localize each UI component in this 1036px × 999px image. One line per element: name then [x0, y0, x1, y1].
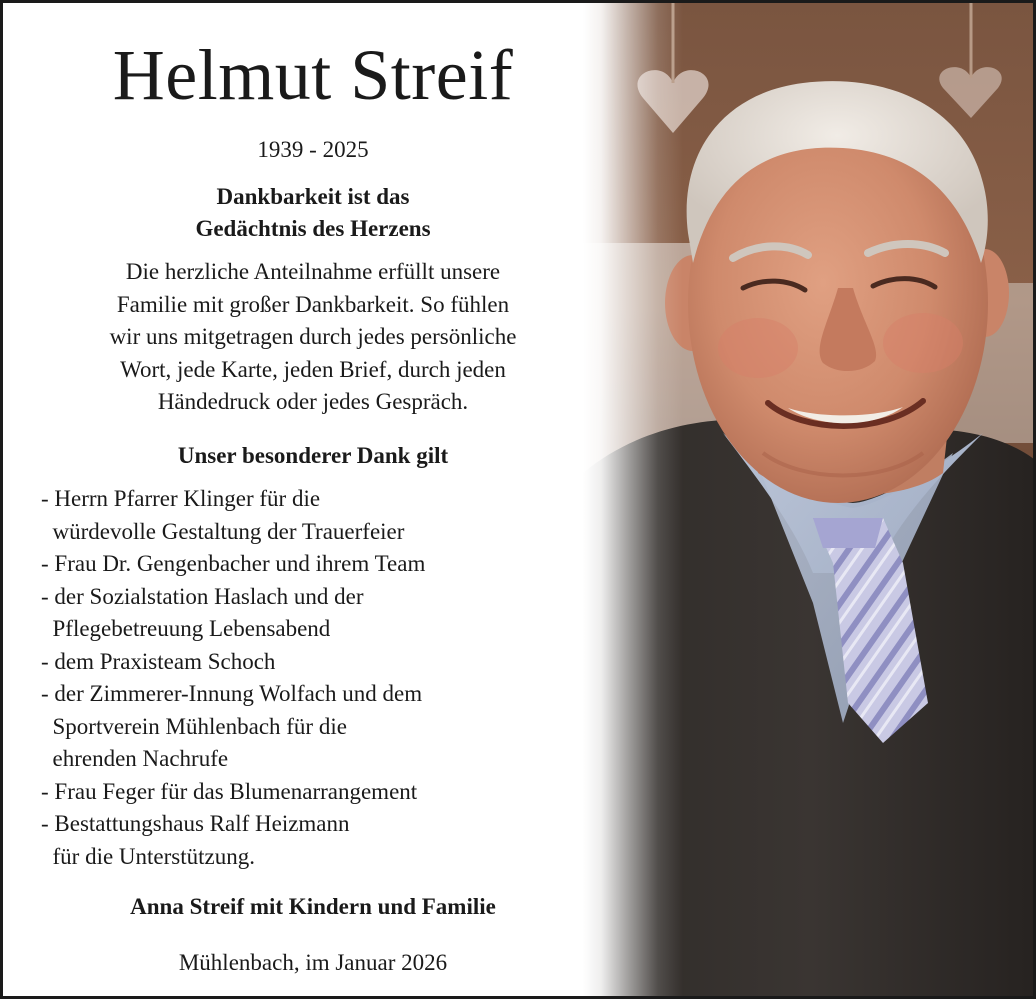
thanks-list [41, 483, 589, 873]
paragraph-line: Händedruck oder jedes Gespräch. [157, 389, 469, 414]
portrait-illustration [583, 3, 1036, 999]
paragraph-line: Familie mit großer Dankbarkeit. So fühlen [116, 291, 510, 317]
thanks-heading: Unser besonderer Dank gilt [177, 443, 449, 468]
paragraph-line: wir uns mitgetragen durch jedes persönliche [109, 324, 517, 349]
signature: Anna Streif mit Kindern und Familie [130, 894, 496, 919]
thanks-list-item: - Bestattungshaus Ralf Heizmann [41, 811, 350, 836]
thanks-list-item: Pflegebetreuung Lebensabend [41, 616, 331, 641]
thanks-list-item: ehrenden Nachrufe [41, 746, 229, 771]
paragraph-line: Die herzliche Anteilnahme erfüllt unsere [125, 259, 501, 284]
thanks-list-item: - der Sozialstation Haslach und der [41, 583, 364, 609]
thanks-list-item: - Frau Dr. Gengenbacher und ihrem Team [41, 551, 426, 576]
thanks-list-item: für die Unterstützung. [41, 843, 255, 869]
portrait-photo [583, 3, 1036, 999]
motto-line: Dankbarkeit ist das [216, 184, 410, 209]
motto [39, 181, 587, 245]
thanks-list-item: - der Zimmerer-Innung Wolfach und dem [41, 681, 423, 706]
thanks-list-item: - Herrn Pfarrer Klinger für die [41, 486, 321, 511]
thanks-list-item: Sportverein Mühlenbach für die [41, 713, 347, 739]
gratitude-paragraph [39, 256, 587, 419]
deceased-name: Helmut Streif [112, 35, 514, 115]
thanks-list-item: - Frau Feger für das Blumenarrangement [41, 778, 418, 804]
text-column [39, 3, 587, 999]
life-years: 1939 - 2025 [257, 137, 369, 162]
paragraph-line: Wort, jede Karte, jeden Brief, durch jeden [120, 356, 506, 382]
thanks-list-item: - dem Praxisteam Schoch [41, 648, 276, 674]
motto-line: Gedächtnis des Herzens [195, 216, 431, 241]
thanks-list-item: würdevolle Gestaltung der Trauerfeier [41, 518, 405, 544]
place-date: Mühlenbach, im Januar 2026 [178, 950, 448, 975]
